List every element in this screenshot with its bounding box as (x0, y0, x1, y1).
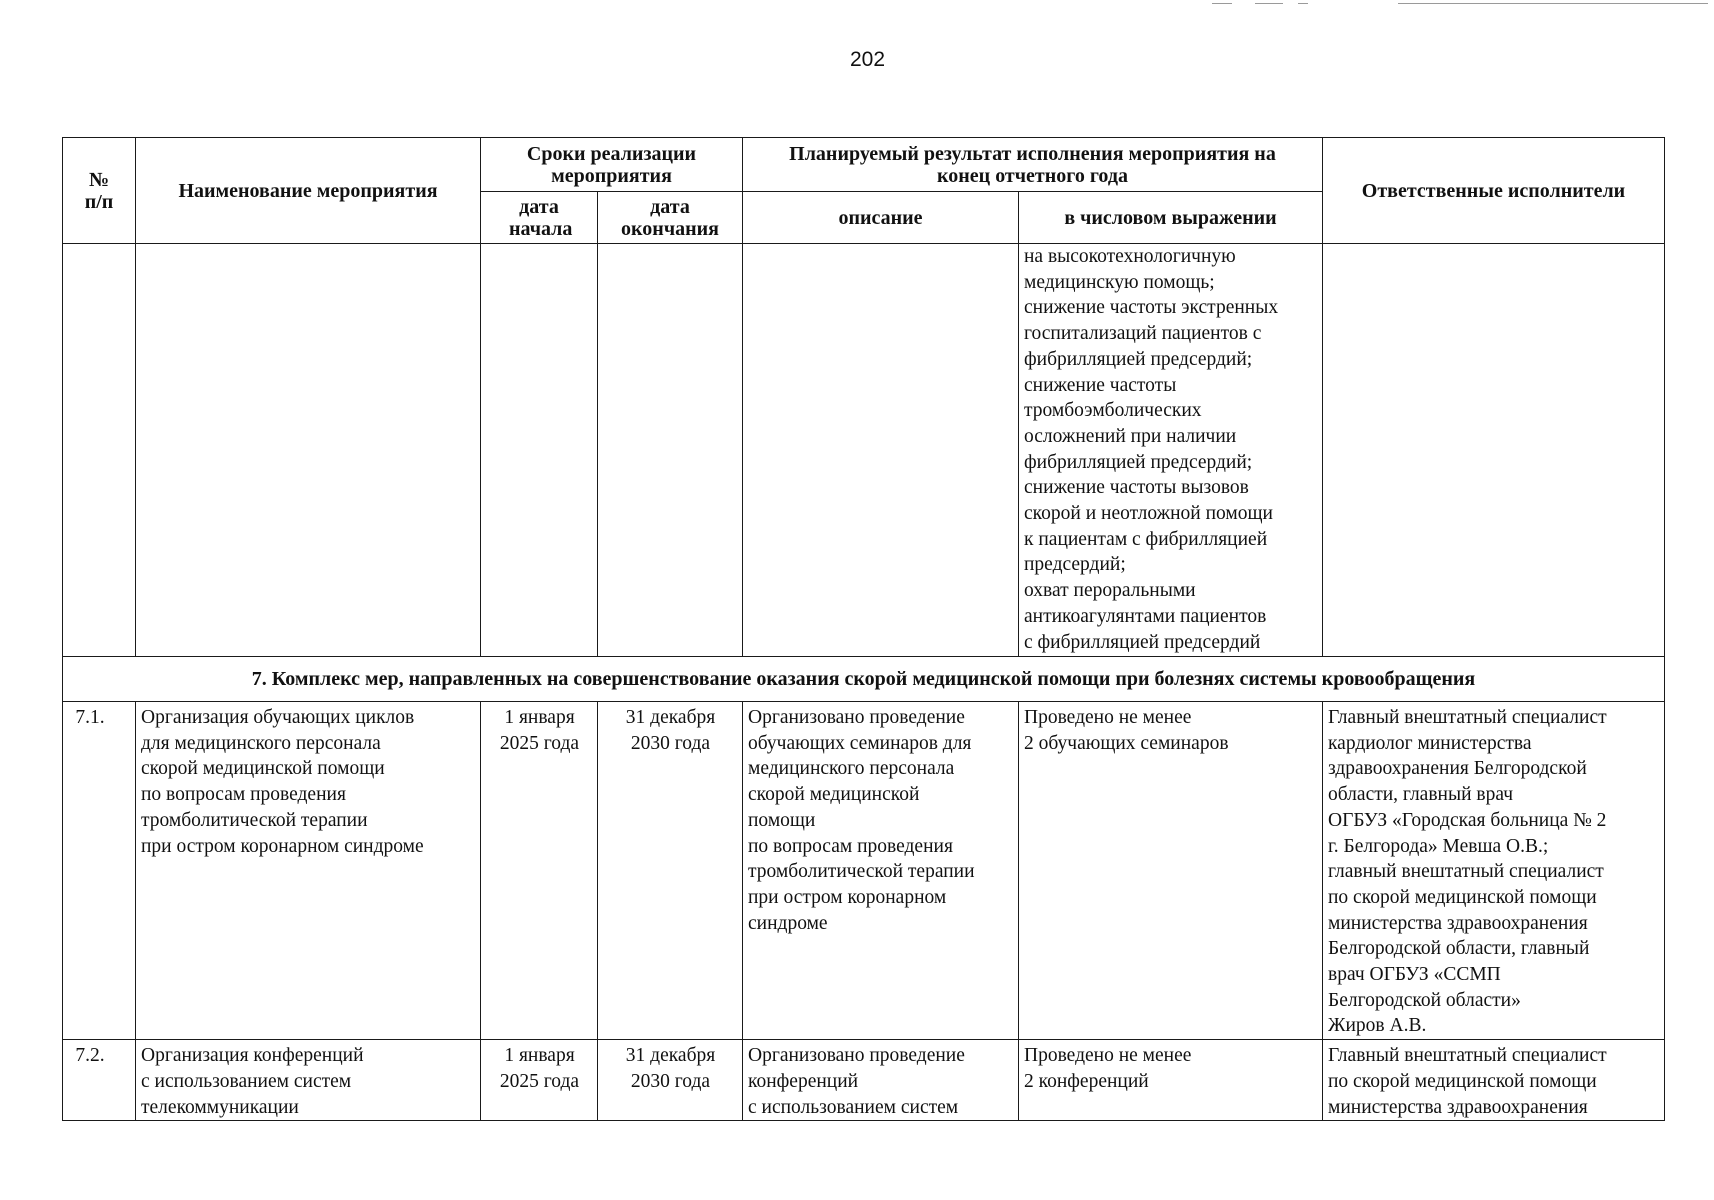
text-line: к пациентам с фибрилляцией (1024, 528, 1268, 550)
cell-empty (481, 244, 598, 657)
header-end: дата окончания (598, 192, 743, 244)
text-line: обучающих семинаров для (748, 732, 972, 754)
header-responsible: Ответственные исполнители (1323, 138, 1665, 244)
cell-empty (136, 244, 481, 657)
cell-numeric (1019, 244, 1323, 657)
text-line: синдроме (748, 912, 828, 934)
text-line: Жиров А.В. (1328, 1015, 1427, 1037)
cell-empty (63, 244, 136, 657)
text-line: конференций (748, 1070, 859, 1092)
text-line: Белгородской области» (1328, 989, 1521, 1011)
header-name: Наименование мероприятия (136, 138, 481, 244)
cell-responsible (1323, 702, 1665, 1040)
text-line: 2030 года (630, 1070, 711, 1092)
text-line: с использованием систем (748, 1096, 959, 1118)
header-start: дата начала (481, 192, 598, 244)
text-line: Главный внештатный специалист (1328, 707, 1607, 728)
text-line: кардиолог министерства (1328, 732, 1532, 754)
text-line: 1 января (504, 707, 575, 728)
cell-name (136, 702, 481, 1040)
header-dates: Сроки реализации мероприятия (481, 138, 743, 192)
cell-description (743, 1040, 1019, 1121)
row-number: 7.1. (63, 702, 136, 1040)
text-line: предсердий; (1024, 554, 1126, 576)
text-line: министерства здравоохранения (1328, 1096, 1588, 1118)
text-line: с использованием систем (141, 1070, 352, 1092)
scan-edge-line (1255, 3, 1283, 4)
table-row (63, 702, 1665, 1040)
cell-responsible (1323, 1040, 1665, 1121)
text-line: охват пероральными (1024, 580, 1196, 602)
text-line: 2 конференций (1024, 1070, 1149, 1092)
text-line: области, главный врач (1328, 784, 1514, 806)
row-number: 7.2. (63, 1040, 136, 1121)
scan-edge-line (1212, 3, 1232, 4)
cell-start-date (481, 702, 598, 1040)
text-line: по скорой медицинской помощи (1328, 886, 1597, 908)
text-line: 2025 года (499, 1070, 580, 1092)
text-line: Организовано проведение (748, 1045, 965, 1067)
header-row-1 (63, 138, 1665, 192)
text-line: 2 обучающих семинаров (1024, 732, 1229, 754)
header-numeric: в числовом выражении (1019, 192, 1323, 244)
text-line: главный внештатный специалист (1328, 861, 1604, 883)
continued-row (63, 244, 1665, 657)
table-row (63, 1040, 1665, 1121)
text-line: помощи (748, 809, 816, 831)
text-line: с фибрилляцией предсердий (1024, 631, 1261, 653)
text-line: фибрилляцией предсердий; (1024, 451, 1253, 473)
text-line: для медицинского персонала (141, 732, 381, 754)
text-line: осложнений при наличии (1024, 425, 1237, 447)
header-result: Планируемый результат исполнения мероприятия на конец отчетного года (743, 138, 1323, 192)
events-table (62, 137, 1665, 1121)
text-line: по вопросам проведения (141, 784, 346, 806)
text-line: 2030 года (630, 732, 711, 754)
text-line: 31 декабря (625, 1045, 716, 1067)
text-line: министерства здравоохранения (1328, 912, 1588, 934)
text-line: по скорой медицинской помощи (1328, 1070, 1597, 1092)
cell-end-date (598, 1040, 743, 1121)
cell-numeric (1019, 702, 1323, 1040)
text-line: Проведено не менее (1024, 707, 1192, 728)
cell-start-date (481, 1040, 598, 1121)
cell-numeric (1019, 1040, 1323, 1121)
cell-end-date (598, 702, 743, 1040)
scan-edge-line (1298, 3, 1308, 4)
text-line: телекоммуникации (141, 1096, 299, 1118)
text-line: антикоагулянтами пациентов (1024, 605, 1267, 627)
text-line: 31 декабря (625, 707, 716, 728)
text-line: здравоохранения Белгородской (1328, 758, 1587, 780)
cell-description (743, 702, 1019, 1040)
text-line: медицинского персонала (748, 758, 955, 780)
text-line: на высокотехнологичную (1024, 246, 1236, 267)
text-line: 2025 года (499, 732, 580, 754)
cell-empty (743, 244, 1019, 657)
cell-name (136, 1040, 481, 1121)
text-line: Главный внештатный специалист (1328, 1045, 1607, 1067)
text-line: ОГБУЗ «Городская больница № 2 (1328, 809, 1607, 831)
text-line: тромболитической терапии (141, 809, 368, 831)
text-line: Организация обучающих циклов (141, 707, 415, 728)
text-line: снижение частоты экстренных (1024, 297, 1279, 319)
text-line: Организовано проведение (748, 707, 965, 728)
text-line: Белгородской области, главный (1328, 938, 1590, 960)
text-line: Организация конференций (141, 1045, 364, 1067)
text-line: врач ОГБУЗ «ССМП (1328, 964, 1501, 986)
text-line: снижение частоты (1024, 374, 1177, 396)
page-number: 202 (849, 48, 886, 71)
text-line: при остром коронарном (748, 886, 947, 908)
text-line: скорой медицинской помощи (141, 758, 385, 780)
section-row (63, 657, 1665, 702)
text-line: фибрилляцией предсердий; (1024, 348, 1253, 370)
cell-empty (598, 244, 743, 657)
section-title: 7. Комплекс мер, направленных на совершенствование оказания скорой медицинской помощи при болезнях системы кровообращения (63, 657, 1665, 702)
text-line: тромбоэмболических (1024, 400, 1202, 422)
text-line: 1 января (504, 1045, 575, 1067)
cell-empty (1323, 244, 1665, 657)
text-line: г. Белгорода» Мевша О.В.; (1328, 835, 1549, 857)
text-line: скорой медицинской (748, 784, 920, 806)
header-description: описание (743, 192, 1019, 244)
header-num: № п/п (63, 138, 136, 244)
text-line: при остром коронарном синдроме (141, 835, 424, 857)
text-line: скорой и неотложной помощи (1024, 503, 1273, 525)
text-line: снижение частоты вызовов (1024, 477, 1249, 499)
text-line: тромболитической терапии (748, 861, 975, 883)
text-line: Проведено не менее (1024, 1045, 1192, 1067)
text-line: медицинскую помощь; (1024, 271, 1215, 293)
scan-edge-line (1398, 3, 1708, 4)
text-line: госпитализаций пациентов с (1024, 323, 1262, 345)
text-line: по вопросам проведения (748, 835, 953, 857)
